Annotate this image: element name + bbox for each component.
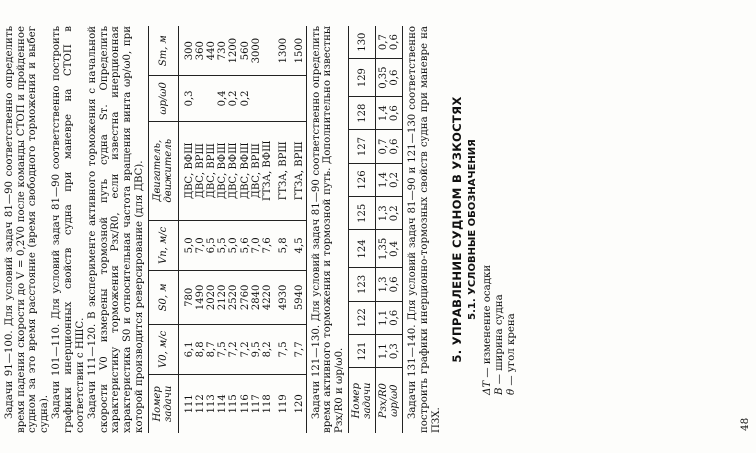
reversal-params-table (348, 26, 403, 433)
chapter-title: 5. УПРАВЛЕНИЕ СУДНОМ В УЗКОСТЯХ (450, 96, 465, 363)
row-label-task-number: Номер задачи (349, 368, 376, 433)
task-91-100-text: Задачи 91—100. Для условий задач 81—90 соответственно определить время падения скорости до V = 0,2V0 после команды СТОП и пройденное судном за это время расстояние (время свободного торможения и выбег судна). (4, 26, 50, 433)
braking-data-table (148, 26, 306, 433)
table-header-row (149, 26, 178, 433)
header-engine: Двигатель, движитель (149, 121, 178, 220)
table-row: 118 8,2 4220 7,6 ГТЗА, ВФШ (262, 26, 273, 433)
table-row: 112 8,8 1490 7,0 ДВС, ВРШ 360 (195, 26, 206, 433)
table-row: 111 6,1 780 5,0 ДВС, ВФШ 0,3 300 (184, 26, 195, 433)
list-item: ΔT — изменение осадки (482, 264, 494, 395)
header-s0: S0, м (149, 270, 178, 324)
row-label-pzx-r0: Pзх/R0 ωр/ω0 (376, 368, 403, 433)
table-row: 120 7,7 5940 4,5 ГТЗА, ВРШ 1500 (294, 26, 306, 433)
header-omega-ratio: ωр/ω0 (149, 76, 178, 121)
table-row: 114 7,5 2120 5,5 ДВС, ВФШ 0,4 730 (217, 26, 228, 433)
header-task-number: Номер задачи (149, 374, 178, 433)
table-row: 113 8,7 2020 6,5 ДВС, ВРШ 440 (206, 26, 217, 433)
task-121-130-text: Задачи 121—130. Для условий задач 81—90 соответственно определить время активного торможения и тормозной путь. Дополнительно известны Pзх/R0 и ωр/ω0. (310, 26, 345, 433)
task-131-140-text: Задачи 131—140. Для условий задач 81—90 и 121—130 соответственно построить графики инерционно-тормозных свойств судна при маневре на ПЗХ. (407, 26, 442, 433)
task-111-120-text: Задачи 111—120. В эксперименте активного торможения с начальной скорости V0 измерены тормозной путь судна Sт. Определить характеристику торможения Pзх/R0, если известна инерционная характеристика S0 и относительная частота вращения винта ωр/ω0, при которой производится реверсирование (для ДВС). (87, 26, 145, 433)
list-item: B — ширина судна (493, 294, 505, 395)
header-vp: Vп, м/с (149, 221, 178, 271)
table-row: 117 9,5 2840 7,0 ДВС, ВРШ 3000 (251, 26, 262, 433)
header-v0: V0, м/с (149, 324, 178, 374)
list-item: θ — угол крена (505, 313, 517, 395)
page-number: 48 (739, 417, 752, 431)
table-row: 115 7,2 2520 5,0 ДВС, ВФШ 0,2 1200 (228, 26, 239, 433)
task-101-110-text: Задачи 101—110. Для условий задач 81—90 соответственно построить графики инерционных свойств судна при маневре на СТОП в соответствии с НШС. (51, 26, 86, 433)
table-row: Номер задачи 121 122 123 124 125 126 127 128 129 130 (349, 26, 376, 433)
section-title: 5.1. УСЛОВНЫЕ ОБОЗНАЧЕНИЯ (466, 139, 478, 320)
table-row: Pзх/R0 ωр/ω0 1,1 0,3 1,1 0,6 1,3 0,6 1,35 0,4 1,3 0,2 1,4 0,2 0,7 0,6 1,4 0,6 0,35 0,6 0,7 0,6 (376, 26, 403, 433)
header-st: Sт, м (149, 26, 178, 76)
table-row: 116 7,2 2760 5,6 ДВС, ВФШ 0,2 560 (240, 26, 251, 433)
table-row: 119 7,5 4930 5,8 ГТЗА, ВРШ 1300 (278, 26, 289, 433)
definitions-list (482, 26, 517, 433)
